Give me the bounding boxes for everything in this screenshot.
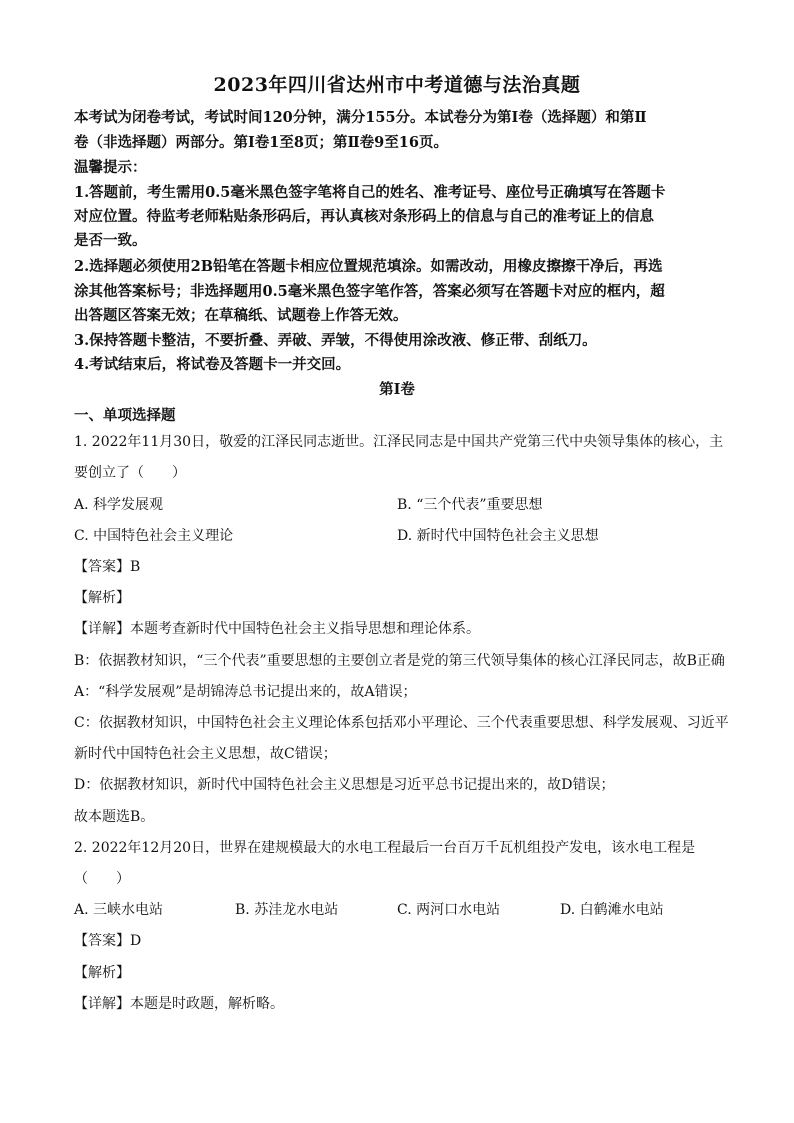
- q1-option-d: D. 新时代中国特色社会主义思想: [397, 528, 599, 544]
- q1-detail: 【详解】本题考查新时代中国特色社会主义指导思想和理论体系。: [74, 621, 480, 637]
- q1-analysis-label: 【解析】: [74, 590, 130, 606]
- q2-detail: 【详解】本题是时政题，解析略。: [74, 996, 284, 1012]
- q1-explanation-a: A：“科学发展观”是胡锦涛总书记提出来的，故A错误；: [74, 684, 417, 700]
- section-title: 一、单项选择题: [74, 407, 176, 424]
- q2-option-a: A. 三峡水电站: [74, 902, 164, 918]
- intro-line-1: 本考试为闭卷考试，考试时间120分钟，满分155分。本试卷分为第Ⅰ卷（选择题）和第Ⅱ: [74, 109, 647, 126]
- page-title: 2023年四川省达州市中考道德与法治真题: [213, 74, 581, 96]
- q1-explanation-d: D：依据教材知识，新时代中国特色社会主义思想是习近平总书记提出来的，故D错误；: [74, 777, 615, 793]
- q1-stem-line-1: 1. 2022年11月30日，敬爱的江泽民同志逝世。江泽民同志是中国共产党第三代中央领导集体的核心，主: [74, 434, 724, 450]
- q1-option-b: B. “三个代表”重要思想: [397, 497, 543, 513]
- q2-option-c: C. 两河口水电站: [397, 902, 501, 918]
- q2-answer: 【答案】D: [74, 933, 142, 949]
- tip-1-line-3: 是否一致。: [74, 232, 147, 249]
- q2-analysis-label: 【解析】: [74, 965, 130, 981]
- tip-4: 4.考试结束后，将试卷及答题卡一并交回。: [74, 356, 351, 373]
- q1-conclusion: 故本题选B。: [74, 809, 155, 825]
- q1-answer: 【答案】B: [74, 559, 141, 575]
- q1-option-c: C. 中国特色社会主义理论: [74, 528, 234, 544]
- q1-explanation-c-line-1: C：依据教材知识，中国特色社会主义理论体系包括邓小平理论、三个代表重要思想、科学发展观、习近平: [74, 715, 729, 731]
- q2-stem-line-2: （ ）: [74, 871, 130, 887]
- volume-title: 第Ⅰ卷: [379, 381, 415, 398]
- tip-2-line-2: 涂其他答案标号；非选择题用0.5毫米黑色签字笔作答，答案必须写在答题卡对应的框内，超: [74, 283, 665, 300]
- tip-2-line-3: 出答题区答案无效；在草稿纸、试题卷上作答无效。: [74, 307, 408, 324]
- q1-stem-line-2: 要创立了（ ）: [74, 465, 186, 481]
- q1-option-a: A. 科学发展观: [74, 497, 164, 513]
- q2-option-d: D. 白鹤滩水电站: [560, 902, 664, 918]
- tips-heading: 温馨提示：: [74, 159, 147, 176]
- tip-1-line-2: 对应位置。待监考老师粘贴条形码后，再认真核对条形码上的信息与自己的准考证上的信息: [74, 208, 654, 225]
- intro-line-2: 卷（非选择题）两部分。第Ⅰ卷1至8页；第Ⅱ卷9至16页。: [74, 134, 448, 151]
- tip-3: 3.保持答题卡整洁，不要折叠、弄破、弄皱，不得使用涂改液、修正带、刮纸刀。: [74, 332, 597, 349]
- q2-stem-line-1: 2. 2022年12月20日，世界在建规模最大的水电工程最后一台百万千瓦机组投产发电，该水电工程是: [74, 840, 696, 856]
- q1-explanation-c-line-2: 新时代中国特色社会主义思想，故C错误；: [74, 746, 337, 762]
- q2-option-b: B. 苏洼龙水电站: [235, 902, 339, 918]
- tip-2-line-1: 2.选择题必须使用2B铅笔在答题卡相应位置规范填涂。如需改动，用橡皮擦擦干净后，再选: [74, 258, 663, 275]
- tip-1-line-1: 1.答题前，考生需用0.5毫米黑色签字笔将自己的姓名、准考证号、座位号正确填写在答题卡: [74, 184, 666, 201]
- q1-explanation-b: B：依据教材知识，“三个代表”重要思想的主要创立者是党的第三代领导集体的核心江泽民同志，故B正确: [74, 653, 725, 669]
